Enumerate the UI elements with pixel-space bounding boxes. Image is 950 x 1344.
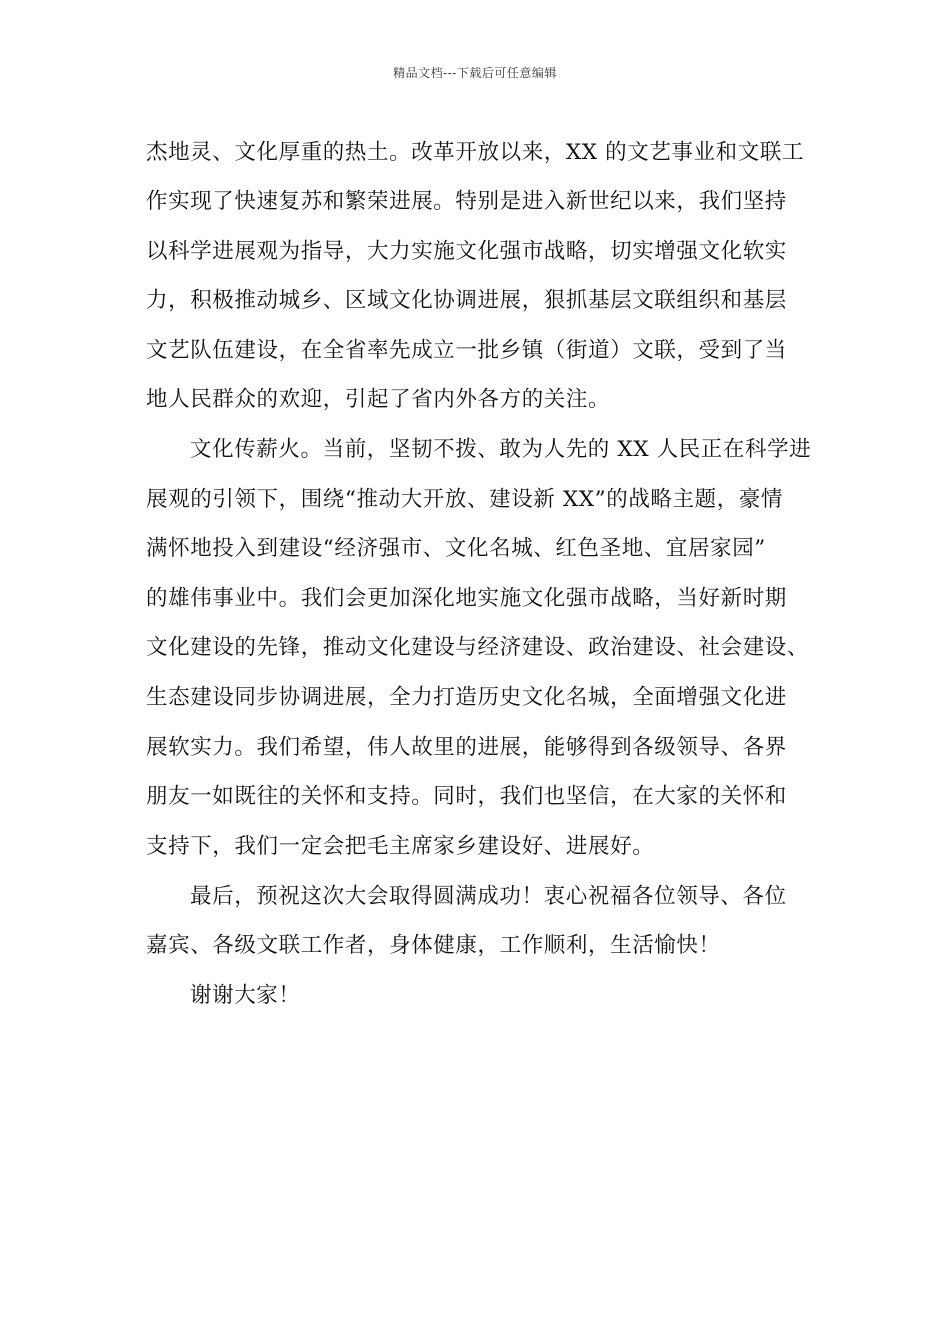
- text-line: 满怀地投入到建设“经济强市、文化名城、红色圣地、宜居家园”: [146, 536, 766, 561]
- text-line: 杰地灵、文化厚重的热土。改革开放以来，XX 的文艺事业和文联工: [146, 140, 805, 165]
- text-line: 支持下，我们一定会把毛主席家乡建设好、进展好。: [146, 834, 655, 859]
- text-line: 力，积极推动城乡、区域文化协调进展，狠抓基层文联组织和基层: [146, 288, 787, 313]
- text-line: 地人民群众的欢迎，引起了省内外各方的关注。: [146, 387, 611, 412]
- text-line: 以科学进展观为指导，大力实施文化强市战略，切实增强文化软实: [146, 239, 787, 264]
- text-line: 文艺队伍建设，在全省率先成立一批乡镇（街道）文联，受到了当: [146, 338, 787, 363]
- text-line: 的雄伟事业中。我们会更加深化地实施文化强市战略，当好新时期: [146, 586, 787, 611]
- text-line: 嘉宾、各级文联工作者，身体健康，工作顺利，生活愉快！: [146, 933, 721, 958]
- text-line: 最后，预祝这次大会取得圆满成功！衷心祝福各位领导、各位: [190, 884, 787, 909]
- text-line: 展软实力。我们希望，伟人故里的进展，能够得到各级领导、各界: [146, 735, 787, 760]
- text-line: 谢谢大家！: [190, 983, 301, 1008]
- page-header: 精品文档---下载后可任意编辑: [393, 66, 557, 80]
- text-line: 展观的引领下，围绕“推动大开放、建设新 XX”的战略主题，豪情: [146, 487, 784, 512]
- text-line: 作实现了快速复苏和繁荣进展。特别是进入新世纪以来，我们坚持: [146, 189, 787, 214]
- text-line: 文化建设的先锋，推动文化建设与经济建设、政治建设、社会建设、: [146, 635, 810, 660]
- text-line: 朋友一如既往的关怀和支持。同时，我们也坚信，在大家的关怀和: [146, 784, 787, 809]
- text-line: 生态建设同步协调进展，全力打造历史文化名城，全面增强文化进: [146, 685, 787, 710]
- text-line: 文化传薪火。当前，坚韧不拨、敢为人先的 XX 人民正在科学进: [190, 437, 812, 462]
